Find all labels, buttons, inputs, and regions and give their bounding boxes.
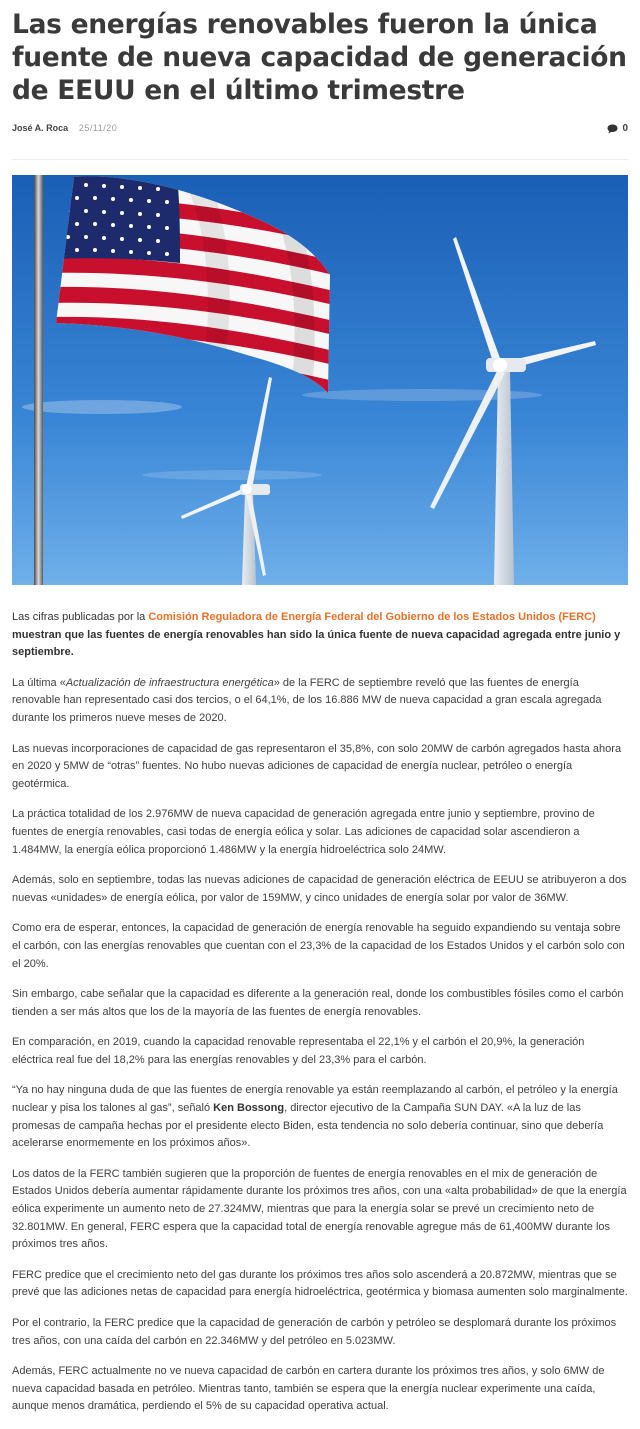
ferc-link[interactable]: Comisión Reguladora de Energía Federal del Gobierno de los Estados Unidos (FERC) <box>148 611 596 623</box>
p9-text-b: , director ejecutivo de la Campaña SUN DAY. «A la luz de las promesas de campaña hechas por el presidente electo Biden, esta tendencia no solo debería continuar, sino que debería acelerarse enormemente en los próximos años». <box>12 1102 604 1150</box>
paragraph-7: Sin embargo, cabe señalar que la capacidad es diferente a la generación real, donde los combustibles fósiles como el carbón tienden a ser más altos que los de la mayoría de las fuentes de energía renovables. <box>12 988 624 1018</box>
paragraph-4: La práctica totalidad de los 2.976MW de nueva capacidad de generación agregada entre junio y septiembre, provino de fuentes de energía renovables, casi todas de energía eólica y solar. Las adiciones de capacidad solar ascendieron a 1.484MW, la energía eólica proporcionó 1.486MW y la energía hidroeléctrica solo 24MW. <box>12 808 595 856</box>
paragraph-3: Las nuevas incorporaciones de capacidad de gas representaron el 35,8%, con solo 20MW de carbón agregados hasta ahora en 2020 y 5MW de “otras” fuentes. No hubo nuevas adiciones de capacidad de energía nuclear, petróleo o energía geotérmica. <box>12 742 622 790</box>
paragraph-2 <box>12 675 628 728</box>
p9-name: Ken Bossong <box>213 1102 285 1115</box>
p2-text-b: » de la FERC de septiembre reveló que las fuentes de energía renovable han representado casi dos tercios, o el 64,1%, de los 16.886 MW de nueva capacidad a gran escala agregada durante los primeros nueve meses de 2020. <box>12 676 602 724</box>
article-meta <box>12 123 628 137</box>
flag-pole <box>34 175 43 585</box>
paragraph-11: FERC predice que el crecimiento neto del gas durante los próximos tres años solo ascenderá a 20.872MW, mientras que se prevé que las adiciones netas de capacidad para energía hidroeléctrica, geotérmica y biomasa aumenten solo marginalmente. <box>12 1268 628 1299</box>
p1-text: Las cifras publicadas por la <box>12 611 149 623</box>
paragraph-13: Además, FERC actualmente no ve nueva capacidad de carbón en cartera durante los próximos tres años, y solo 6MW de nueva capacidad basada en petróleo. Mientras tanto, también se espera que la energía nuclear experimente una caída, aunque menos dramática, perdiendo el 5% de su capacidad operativa actual. <box>12 1365 605 1413</box>
paragraph-9 <box>12 1082 628 1152</box>
paragraph-12: Por el contrario, la FERC predice que la capacidad de generación de carbón y petróleo se desplomará durante los próximos tres años, con una caída del carbón en 22.346MW y del petróleo en 5.023MW. <box>12 1317 617 1347</box>
p2-emphasis: Actualización de infraestructura energética <box>65 676 274 689</box>
paragraph-10: Los datos de la FERC también sugieren que la proporción de fuentes de energía renovables en el mix de generación de Estados Unidos debería aumentar rápidamente durante los próximos tres años, con una «alta probabilidad» de que la energía eólica experimente un aumento neto de 27.324MW, mientras que para la energía solar se prevé un crecimiento neto de 32.801MW. En general, FERC espera que la capacidad total de energía renovable agregue más de 61,400MW durante los próximos tres años. <box>12 1167 627 1251</box>
comments-link[interactable] <box>607 123 628 134</box>
article-body <box>12 609 628 1416</box>
p1-strong-text: muestran que las fuentes de energía renovables han sido la única fuente de nueva capacidad agregada entre junio y septiembre. <box>12 628 621 659</box>
paragraph-1 <box>12 609 628 662</box>
article <box>12 0 628 1429</box>
article-title: Las energías renovables fueron la única fuente de nueva capacidad de generación de EEUU en el último trimestre <box>12 9 627 106</box>
paragraph-6: Como era de esperar, entonces, la capacidad de generación de energía renovable ha seguido expandiendo su ventaja sobre el carbón, con las energías renovables que cuentan con el 23,3% de la capacidad de los Estados Unidos y el carbón solo con el 20%. <box>12 922 625 970</box>
paragraph-5: Además, solo en septiembre, todas las nuevas adiciones de capacidad de generación eléctrica de EEUU se atribuyeron a dos nuevas «unidades» de energía eólica, por valor de 159MW, y cinco unidades de energía solar por valor de 36MW. <box>12 874 627 904</box>
p2-text-a: La última « <box>12 676 66 689</box>
publish-date: 25/11/20 <box>78 123 118 133</box>
p9-text-a: “Ya no hay ninguna duda de que las fuentes de energía renovable ya están reemplazando al carbón, el petróleo y la energía nuclear y pisa los talones al gas”, señaló <box>12 1084 618 1115</box>
author-link[interactable]: José A. Roca <box>12 123 69 133</box>
comments-count: 0 <box>622 123 628 134</box>
divider <box>12 159 628 160</box>
hero-image <box>12 175 628 585</box>
speech-bubble-icon <box>607 124 618 134</box>
paragraph-8: En comparación, en 2019, cuando la capacidad renovable representaba el 22,1% y el carbón el 20,9%, la generación eléctrica real fue del 18,2% para las energías renovables y del 23,3% para el carbón. <box>12 1036 585 1066</box>
